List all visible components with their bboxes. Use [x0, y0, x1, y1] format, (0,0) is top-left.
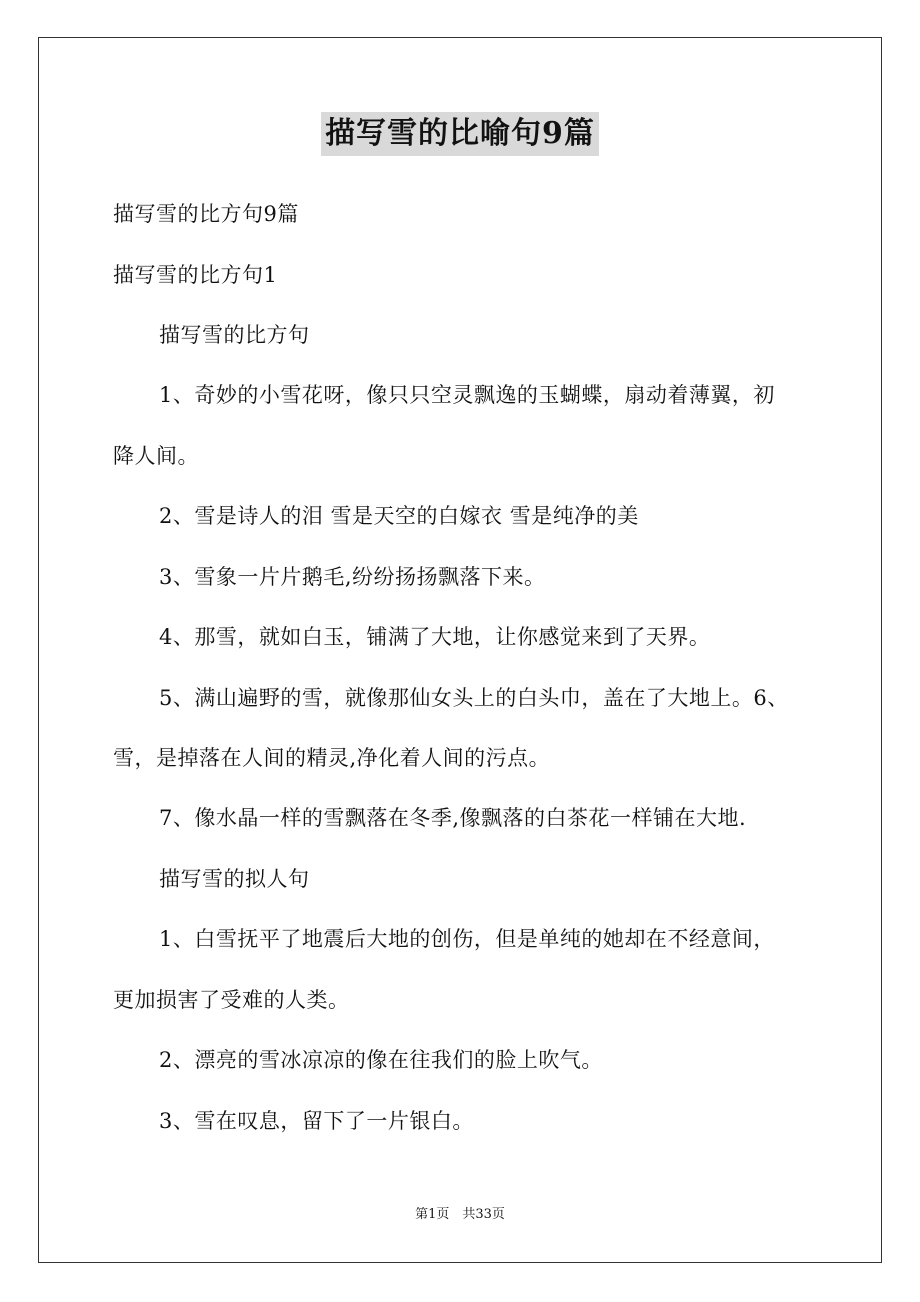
paragraph-line: 雪，是掉落在人间的精灵,净化着人间的污点。	[113, 746, 551, 770]
document-title: 描写雪的比喻句9篇	[321, 112, 599, 156]
paragraph-line: 5、满山遍野的雪，就像那仙女头上的白头巾，盖在了大地上。6、	[159, 686, 789, 710]
subheading-metaphor: 描写雪的比方句	[159, 323, 310, 347]
subtitle-line: 描写雪的比方句9篇	[113, 202, 299, 226]
paragraph-line: 3、雪象一片片鹅毛,纷纷扬扬飘落下来。	[159, 565, 546, 589]
paragraph-line: 2、漂亮的雪冰凉凉的像在往我们的脸上吹气。	[159, 1048, 603, 1072]
paragraph-line: 7、像水晶一样的雪飘落在冬季,像飘落的白茶花一样铺在大地.	[159, 806, 747, 830]
section-heading-1: 描写雪的比方句1	[113, 263, 278, 287]
paragraph-line: 3、雪在叹息，留下了一片银白。	[159, 1109, 474, 1133]
page-footer: 第1页 共33页	[415, 1207, 505, 1222]
paragraph-line: 1、奇妙的小雪花呀，像只只空灵飘逸的玉蝴蝶，扇动着薄翼，初	[159, 383, 775, 407]
paragraph-line: 4、那雪，就如白玉，铺满了大地，让你感觉来到了天界。	[159, 625, 711, 649]
subheading-personification: 描写雪的拟人句	[159, 867, 310, 891]
title-container	[0, 112, 920, 156]
paragraph-line: 1、白雪抚平了地震后大地的创伤，但是单纯的她却在不经意间，	[159, 927, 775, 951]
paragraph-line: 2、雪是诗人的泪 雪是天空的白嫁衣 雪是纯净的美	[159, 504, 639, 528]
paragraph-line: 降人间。	[113, 444, 199, 468]
paragraph-line: 更加损害了受难的人类。	[113, 988, 350, 1012]
